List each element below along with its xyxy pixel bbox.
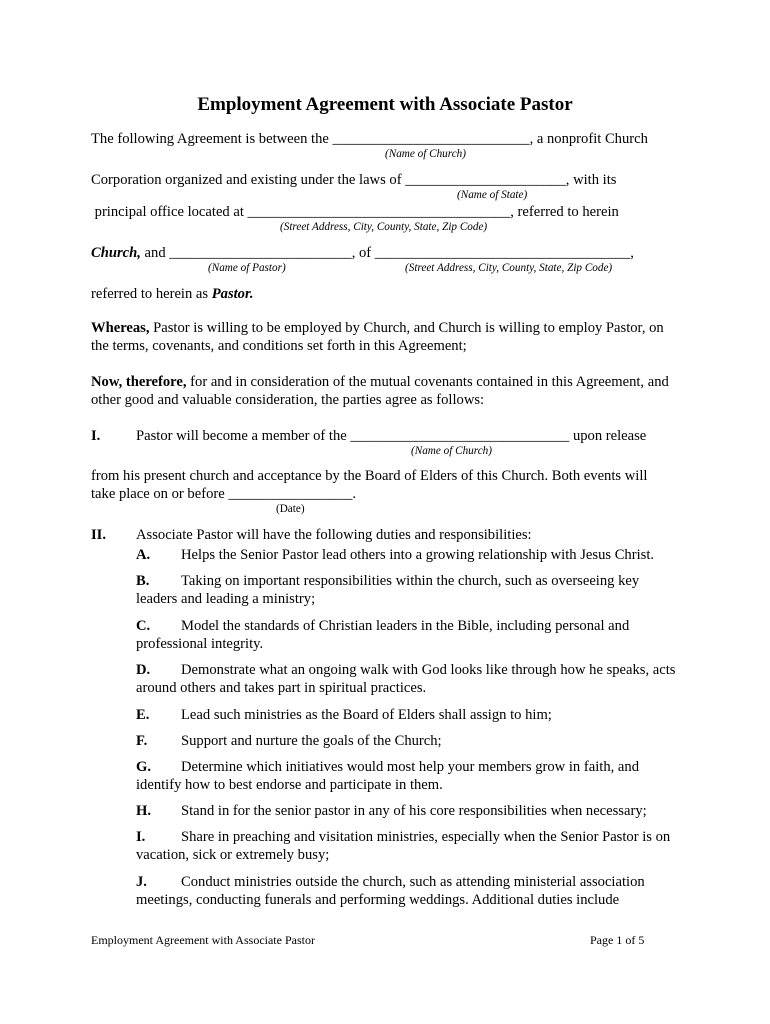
state-name-blank[interactable]: ______________________ <box>405 172 566 188</box>
section-2-heading: Associate Pastor will have the following duties and responsibilities: <box>136 527 532 543</box>
duty-item: G. Determine which initiatives would most help your members grow in faith, and identify how to best endorse and participate in them. <box>136 759 639 793</box>
caption-pastor-address: (Street Address, City, County, State, Zip Code) <box>405 262 613 274</box>
caption-name-of-pastor: (Name of Pastor) <box>208 262 286 274</box>
duty-item: D. Demonstrate what an ongoing walk with God looks like through how he speaks, acts around others and takes part in spiritual practices. <box>136 662 676 696</box>
caption-church-address: (Street Address, City, County, State, Zip Code) <box>280 221 488 233</box>
church-address-blank[interactable]: ____________________________________ <box>247 204 511 220</box>
duty-item: B. Taking on important responsibilities within the church, such as overseeing key leaders and leading a ministry; <box>136 573 640 607</box>
intro-line-5: referred to herein as Pastor. <box>91 286 254 302</box>
caption-name-of-state: (Name of State) <box>457 189 528 201</box>
duty-item: I. Share in preaching and visitation ministries, especially when the Senior Pastor is on vacation, sick or extremely busy; <box>136 829 671 863</box>
section-2-number: II. <box>91 527 107 543</box>
document-title: Employment Agreement with Associate Pastor <box>197 94 573 115</box>
intro-line-2: Corporation organized and existing under the laws of ______________________, with its <box>91 172 617 188</box>
duty-item: H. Stand in for the senior pastor in any of his core responsibilities when necessary; <box>136 803 647 819</box>
duty-item: C. Model the standards of Christian leaders in the Bible, including personal and professional integrity. <box>136 618 630 652</box>
section-1-line-3: take place on or before _________________. <box>91 486 357 502</box>
intro-line-3: principal office located at ____________________________________, referred to herein <box>91 204 619 220</box>
pastor-address-blank[interactable]: ___________________________________ <box>374 245 631 261</box>
intro-line-4: Church, and _________________________, of ___________________________________, <box>91 245 634 261</box>
section-1-church-blank[interactable]: ______________________________ <box>350 428 570 444</box>
intro-line-1: The following Agreement is between the ___________________________, a nonprofit Church <box>91 131 648 147</box>
duty-item: F. Support and nurture the goals of the Church; <box>136 733 442 749</box>
pastor-name-blank[interactable]: _________________________ <box>169 245 352 261</box>
duty-item: J. Conduct ministries outside the church, such as attending ministerial association meetings, conducting funerals and performing weddings. Additional duties include <box>136 874 645 908</box>
section-1-line-2: from his present church and acceptance by the Board of Elders of this Church. Both events will <box>91 468 648 484</box>
section-1-caption-church: (Name of Church) <box>411 445 492 457</box>
footer-page-number: Page 1 of 5 <box>590 933 645 947</box>
whereas-paragraph: Whereas, Pastor is willing to be employed by Church, and Church is willing to employ Pastor, on the terms, covenants, and conditions set forth in this Agreement; <box>91 320 664 354</box>
footer-document-title: Employment Agreement with Associate Pastor <box>91 933 315 947</box>
caption-name-of-church: (Name of Church) <box>385 148 466 160</box>
church-name-blank[interactable]: ___________________________ <box>332 131 530 147</box>
duty-item: A. Helps the Senior Pastor lead others into a growing relationship with Jesus Christ. <box>136 547 655 563</box>
therefore-paragraph: Now, therefore, for and in consideration of the mutual covenants contained in this Agreement, and other good and valuable consideration, the parties agree as follows: <box>91 374 669 408</box>
section-1-line-1: Pastor will become a member of the ______________________________ upon release <box>136 428 647 444</box>
duty-item: E. Lead such ministries as the Board of Elders shall assign to him; <box>136 707 552 723</box>
section-1-caption-date: (Date) <box>276 503 305 515</box>
section-1-date-blank[interactable]: _________________ <box>228 486 353 502</box>
section-1-number: I. <box>91 428 101 444</box>
